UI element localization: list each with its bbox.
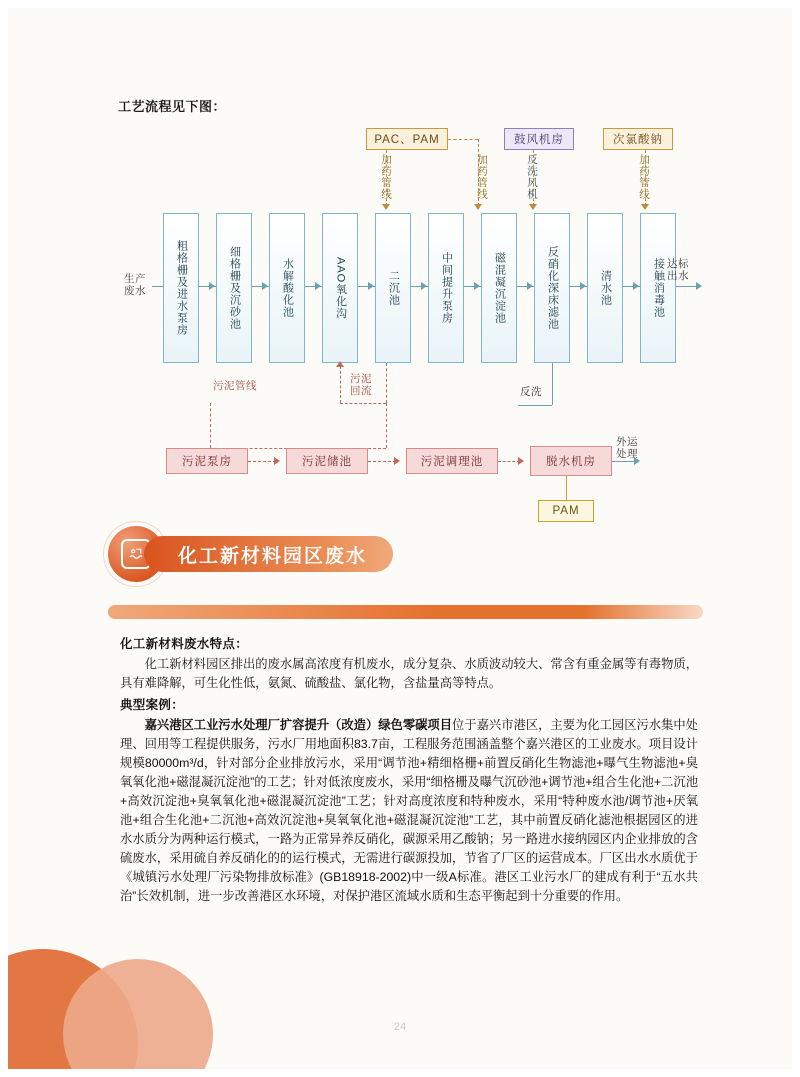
dose-arrow-2 (529, 204, 537, 210)
process-box-6: 中间提升泵房 (428, 213, 464, 363)
chemical-tag-pac-pam: PAC、PAM (366, 128, 448, 150)
subheading-case: 典型案例： (120, 698, 185, 712)
sludge-down-v2 (210, 403, 211, 448)
chemical-tag-naclo: 次氯酸钠 (603, 128, 673, 150)
arrow-6-7 (474, 282, 480, 290)
pam-line (566, 476, 567, 500)
process-box-10: 接触消毒池 (640, 213, 676, 363)
subheading-features: 化工新材料废水特点： (120, 637, 249, 651)
arrow-3-4 (315, 282, 321, 290)
dose-label-2: 加药管线 (476, 154, 488, 200)
transport-line (612, 461, 636, 462)
process-box-5: 二沉池 (375, 213, 411, 363)
inlet-label: 生产 废水 (124, 273, 146, 297)
chemical-tag-blower-room: 鼓风机房 (504, 128, 574, 150)
dose-label-1: 加药管线 (380, 154, 392, 200)
dose-line-3 (645, 150, 646, 206)
paragraph-case (120, 716, 698, 906)
sludge-conn-3 (498, 461, 520, 462)
sludge-conn-2 (368, 461, 396, 462)
arrow-9-10 (633, 282, 639, 290)
sludge-arrow-1 (274, 457, 280, 465)
dose-arrow-1a (382, 204, 390, 210)
section-divider (108, 605, 703, 619)
process-box-3: 水解酸化池 (269, 213, 305, 363)
dose-label-3: 反洗风机 (526, 154, 538, 200)
arrow-8-9 (580, 282, 586, 290)
arrow-5-6 (421, 282, 427, 290)
process-box-8: 反硝化深床滤池 (534, 213, 570, 363)
sludge-arrow-2 (394, 457, 400, 465)
dose-line-2 (533, 150, 534, 206)
transport-label: 外运 处理 (616, 436, 638, 460)
paragraph-features: 化工新材料园区排出的废水属高浓度有机废水，成分复杂、水质波动较大、常含有重金属等有毒物质，具有难降解，可生化性低，氨氮、硫酸盐、氯化物，含盐量高等特点。 (120, 657, 698, 690)
dose-line-1a (386, 150, 387, 206)
dose-label-4: 加药管线 (638, 154, 650, 200)
process-box-2: 细格栅及沉砂池 (216, 213, 252, 363)
section-badge (108, 526, 468, 582)
process-box-7: 磁混凝沉淀池 (481, 213, 517, 363)
sludge-conn-1 (248, 461, 276, 462)
sludge-box-2: 污泥储池 (286, 448, 368, 474)
sludge-return-v1 (386, 363, 387, 403)
dose-line-1c (478, 139, 479, 206)
sludge-return-arrow (336, 361, 344, 367)
sludge-box-1: 污泥泵房 (166, 448, 248, 474)
figure-caption: 工艺流程见下图： (118, 99, 227, 114)
chemical-tag-pam: PAM (538, 500, 594, 522)
arrow-1-2 (209, 282, 215, 290)
arrow-7-8 (527, 282, 533, 290)
process-flow-diagram (118, 118, 688, 528)
backwash-label: 反洗 (520, 386, 542, 398)
sludge-return-h (340, 403, 386, 404)
dose-arrow-1b (474, 204, 482, 210)
document-page (8, 8, 792, 1069)
outlet-label: 达标 出水 (667, 258, 689, 282)
arrow-outlet (696, 282, 702, 290)
arrow-2-3 (262, 282, 268, 290)
article-body (120, 634, 698, 908)
backwash-h (518, 405, 552, 406)
case-project-name: 嘉兴港区工业污水处理厂扩容提升（改造）绿色零碳项目 (144, 718, 453, 732)
sludge-arrow-3 (518, 457, 524, 465)
sludge-return-label: 污泥 回流 (350, 373, 372, 397)
section-title: 化工新材料园区废水 (144, 536, 393, 572)
line-outlet (676, 286, 696, 287)
sludge-pipe-label: 污泥管线 (213, 380, 257, 392)
sludge-box-4: 脱水机房 (530, 446, 612, 476)
backwash-v (552, 363, 553, 405)
dose-arrow-3 (641, 204, 649, 210)
sludge-return-v2 (340, 366, 341, 403)
arrow-4-5 (368, 282, 374, 290)
page-number: 24 (393, 1021, 407, 1033)
sludge-down-v (386, 403, 387, 448)
dose-line-1b (448, 139, 478, 140)
process-box-4: AAO氧化沟 (322, 213, 358, 363)
process-box-9: 清水池 (587, 213, 623, 363)
sludge-box-3: 污泥调理池 (406, 448, 498, 474)
case-project-text: 位于嘉兴市港区，主要为化工园区污水集中处理、回用等工程提供服务，污水厂用地面积83.7亩，工程服务范围涵盖整个嘉兴港区的工业废水。项目设计规模80000m³/d，针对部分企业排放污水，采用“调节池+精细格栅+前置反硝化生物滤池+曝气生物滤池+臭氧氧化池+磁混凝沉淀池”的工艺；针对低浓度废水，采用“细格栅及曝气沉砂池+调节池+组合生化池+二沉池+高效沉淀池+臭氧氧化池+磁混凝沉淀池”工艺；针对高度浓度和特种废水，采用“特种废水池/调节池+厌氧池+组合生化池+二沉池+高效沉淀池+臭氧氧化池+磁混凝沉淀池”工艺，其中前置反硝化滤池根据园区的进水水质分为两种运行模式，一路为正常异养反硝化，碳源采用乙酸钠；另一路进水接纳园区内企业排放的含硫废水，采用硫自养反硝化的的运行模式，无需进行碳源投加，节省了厂区的运营成本。厂区出水水质优于《城镇污水处理厂污染物排放标准》(GB18918-2002)中一级A标准。港区工业污水厂的建成有利于“五水共治”长效机制，进一步改善港区水环境，对保护港区流域水质和生态平衡起到十分重要的作用。 (120, 718, 698, 903)
process-box-1: 粗格栅及进水泵房 (163, 213, 199, 363)
